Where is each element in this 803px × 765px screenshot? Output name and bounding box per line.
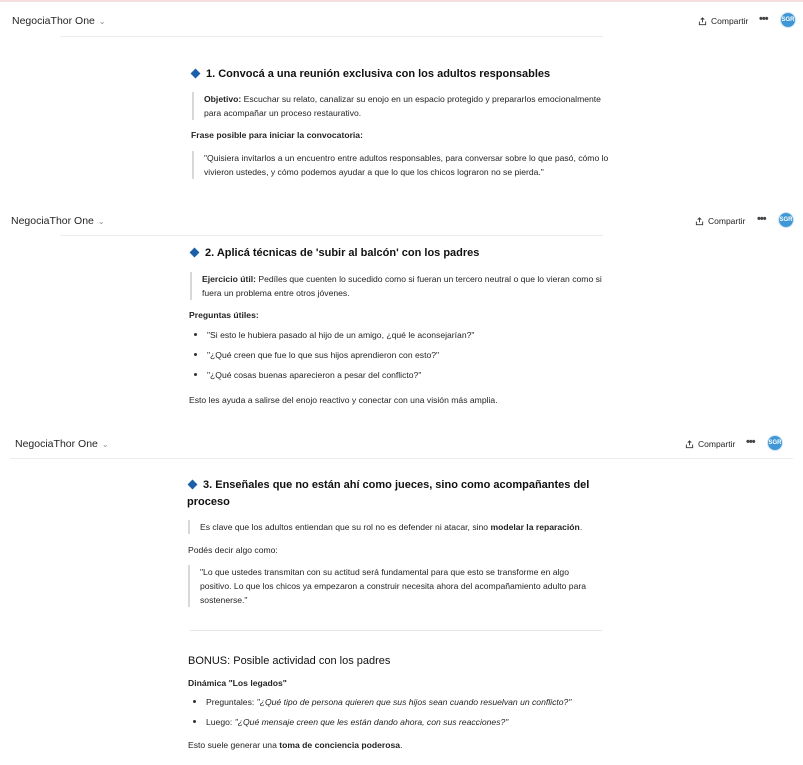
share-label: Compartir: [711, 16, 749, 26]
more-icon[interactable]: •••: [746, 436, 755, 448]
section-2-closing: Esto les ayuda a salirse del enojo reactivo y conectar con una visión más amplia.: [189, 395, 498, 405]
app-title[interactable]: NegociaThor One ⌄: [15, 438, 109, 450]
list-item: "¿Qué cosas buenas aparecieron a pesar del conflicto?": [191, 365, 611, 385]
questions-list: [191, 325, 611, 385]
app-title[interactable]: NegociaThor One ⌄: [11, 215, 105, 227]
list-item: "Si esto le hubiera pasado al hijo de un amigo, ¿qué le aconsejarían?": [191, 325, 611, 345]
avatar[interactable]: SGR: [767, 435, 783, 451]
share-button[interactable]: [698, 16, 748, 26]
more-icon[interactable]: •••: [759, 13, 768, 25]
list-item: Luego: "¿Qué mensaje creen que les están dando ahora, con sus reacciones?": [190, 712, 610, 732]
top-accent-line: [0, 0, 803, 2]
share-button[interactable]: [685, 439, 735, 449]
section-heading-1: 1. Convocá a una reunión exclusiva con los adultos responsables: [190, 66, 550, 83]
avatar[interactable]: SGR: [780, 12, 796, 28]
list-item: Preguntales: "¿Qué tipo de persona quieren que sus hijos sean cuando resuelvan un conflicto?": [190, 692, 610, 712]
share-label: Compartir: [708, 216, 746, 226]
questions-label: Preguntas útiles:: [189, 310, 259, 320]
say-quote: "Lo que ustedes transmitan con su actitud será fundamental para que esto se transforme en algo positivo. Lo que los chicos ya empezaron a construir necesita ahora del acompañamiento adulto para sostenerse.": [188, 565, 590, 607]
role-quote: Es clave que los adultos entiendan que su rol no es defender ni atacar, sino modelar la reparación.: [188, 520, 614, 534]
more-icon[interactable]: •••: [757, 213, 766, 225]
bonus-list: [190, 692, 610, 732]
avatar[interactable]: SGR: [778, 212, 794, 228]
diamond-icon: [191, 69, 201, 79]
phrase-quote: "Quisiera invitarlos a un encuentro entre adultos responsables, para conversar sobre lo que pasó, cómo lo vivieron ustedes, y cómo podemos ayudar a que lo que los chicos lograron no se pierda.": [192, 151, 614, 179]
section-heading-3: 3. Enseñales que no están ahí como jueces, sino como acompañantes del proceso: [187, 479, 590, 508]
header-divider: [60, 36, 603, 37]
divider: [190, 630, 602, 631]
header-divider: [60, 235, 603, 236]
say-label: Podés decir algo como:: [188, 545, 278, 555]
app-header-1: [0, 10, 803, 32]
share-label: Compartir: [698, 439, 736, 449]
bonus-closing: Esto suele generar una toma de conciencia poderosa.: [188, 740, 403, 750]
app-title[interactable]: NegociaThor One ⌄: [12, 15, 106, 27]
bonus-dynamic: Dinámica "Los legados": [188, 678, 287, 688]
objective-quote: Objetivo: Escuchar su relato, canalizar su enojo en un espacio protegido y prepararlos emocionalmente para acompañar un proceso restaurativo.: [192, 92, 614, 120]
share-icon: [695, 217, 704, 226]
bonus-title: BONUS: Posible actividad con los padres: [188, 655, 391, 667]
share-button[interactable]: [695, 216, 745, 226]
chevron-down-icon[interactable]: ⌄: [101, 440, 109, 449]
share-icon: [685, 440, 694, 449]
chevron-down-icon[interactable]: ⌄: [97, 217, 105, 226]
list-item: "¿Qué creen que fue lo que sus hijos aprendieron con esto?": [191, 345, 611, 365]
diamond-icon: [188, 480, 198, 490]
app-header-2: [0, 210, 803, 232]
phrase-label: Frase posible para iniciar la convocatoria:: [191, 130, 363, 140]
section-heading-2: 2. Aplicá técnicas de 'subir al balcón' con los padres: [189, 245, 479, 262]
header-divider: [10, 458, 793, 459]
diamond-icon: [190, 248, 200, 258]
app-header-3: [0, 433, 803, 455]
chevron-down-icon[interactable]: ⌄: [98, 17, 106, 26]
exercise-quote: Ejercicio útil: Pedíles que cuenten lo sucedido como si fueran un tercero neutral o que lo vieran como si fuera un problema entre otros jóvenes.: [190, 272, 614, 300]
share-icon: [698, 17, 707, 26]
